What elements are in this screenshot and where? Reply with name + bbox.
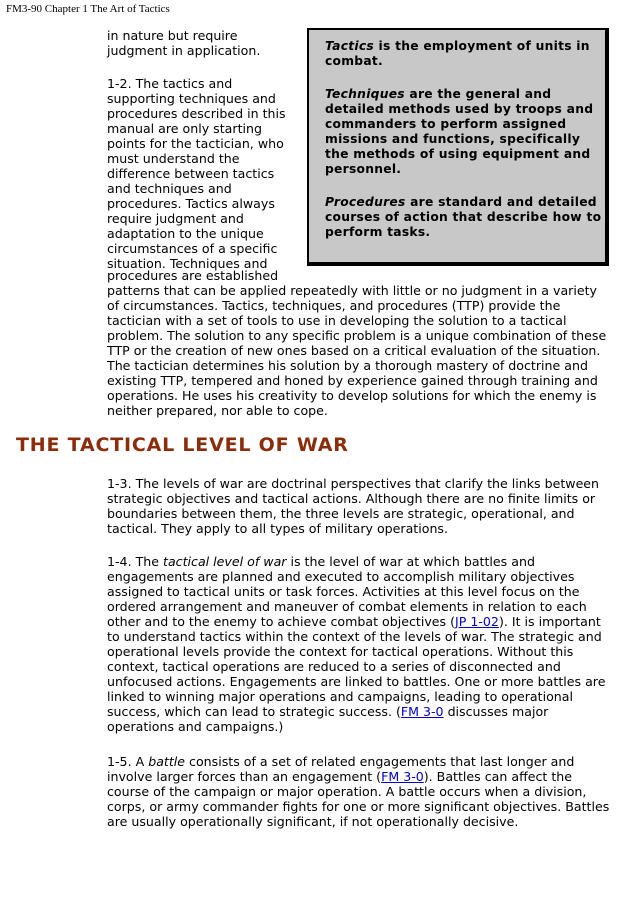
text-line: 1-3. The levels of war are doctrinal perspectives that clarify the links between (107, 476, 600, 491)
text-line: must understand the (107, 151, 240, 166)
text-line: situation. Techniques and (107, 256, 268, 271)
jp-1-02-link[interactable]: JP 1-02 (455, 614, 499, 629)
text-line: procedures are established (107, 268, 279, 283)
term-tactical-level-of-war: tactical level of war (163, 554, 287, 569)
text-line: The tactician determines his solution by a thorough mastery of doctrine and (107, 358, 588, 373)
text-line: adaptation to the unique (107, 226, 264, 241)
text-line: boundaries between them, the three levels are strategic, operational, and (107, 506, 575, 521)
text-line: supporting techniques and (107, 91, 276, 106)
text-line: of circumstances. Tactics, techniques, and procedures (TTP) provide the (107, 298, 561, 313)
text-line: neither prepared, nor able to cope. (107, 403, 328, 418)
tactics-term: Tactics (325, 39, 374, 53)
text-line: 1-5. A battle consists of a set of related engagements that last longer and (107, 754, 575, 769)
intro-line: judgment in application. (107, 43, 261, 58)
box-line: personnel. (325, 162, 402, 176)
text-line: problem. The solution to any specific problem is a unique combination of these (107, 328, 607, 343)
text-line: operations and campaigns.) (107, 719, 284, 734)
text-line: require judgment and (107, 211, 244, 226)
box-line: courses of action that describe how to (325, 210, 602, 224)
text-line: corps, or army commander fights for one or more significant objectives. Battles (107, 799, 610, 814)
techniques-term: Techniques (325, 87, 405, 101)
text-line: are usually operationally significant, if not operationally decisive. (107, 814, 519, 829)
procedures-term: Procedures (325, 195, 406, 209)
text-line: to understand tactics within the context of the levels of war. The strategic and (107, 629, 602, 644)
text-line: patterns that can be applied repeatedly with little or no judgment in a variety (107, 283, 597, 298)
box-line: commanders to perform assigned (325, 117, 567, 131)
intro-line: in nature but require (107, 28, 238, 43)
text-line: operations. He uses his creativity to develop solutions for which the enemy is (107, 388, 597, 403)
text-line: tactical. They apply to all types of military operations. (107, 521, 448, 536)
box-line: detailed methods used by troops and (325, 102, 594, 116)
text-line: circumstances of a specific (107, 241, 278, 256)
text-line: procedures described in this (107, 106, 286, 121)
text-line: 1-4. The tactical level of war is the level of war at which battles and (107, 554, 535, 569)
techniques-definition: Techniques are the general and (325, 87, 552, 101)
procedures-definition: Procedures are standard and detailed (325, 195, 597, 209)
term-battle: battle (148, 754, 186, 769)
fm-3-0-link[interactable]: FM 3-0 (381, 769, 424, 784)
text-line: difference between tactics (107, 166, 275, 181)
text-line: course of the campaign or major operation. A battle occurs when a division, (107, 784, 587, 799)
tactics-definition: Tactics is the employment of units in (325, 39, 590, 53)
text-line: other and to the enemy to achieve combat objectives (JP 1-02). It is important (107, 614, 601, 629)
text-line: and techniques and (107, 181, 232, 196)
text-line: involve larger forces than an engagement (FM 3-0). Battles can affect the (107, 769, 573, 784)
text-line: unfocused actions. Engagements are linked to battles. One or more battles are (107, 674, 606, 689)
text-line: manual are only starting (107, 121, 262, 136)
text-line: assigned to tactical units or task forces. Activities at this level focus on the (107, 584, 580, 599)
fm-3-0-link[interactable]: FM 3-0 (400, 704, 444, 719)
text-line: TTP or the creation of new ones based on a critical evaluation of the situation. (107, 343, 601, 358)
box-line: missions and functions, specifically (325, 132, 581, 146)
section-heading: THE TACTICAL LEVEL OF WAR (16, 434, 349, 456)
text-line: 1-2. The tactics and (107, 76, 233, 91)
text-line: procedures. Tactics always (107, 196, 275, 211)
text-line: success, which can lead to strategic success. (FM 3-0 discusses major (107, 704, 549, 719)
box-line: the methods of using equipment and (325, 147, 591, 161)
text-line: engagements are planned and executed to accomplish military objectives (107, 569, 575, 584)
definitions-box (307, 28, 609, 266)
text-line: strategic objectives and tactical actions. Although there are no finite limits or (107, 491, 596, 506)
text-line: existing TTP, tempered and honed by experience gained through training and (107, 373, 598, 388)
page-header: FM3-90 Chapter 1 The Art of Tactics (6, 3, 170, 15)
text-line: points for the tactician, who (107, 136, 284, 151)
text-line: context, tactical operations are reduced to a series of disconnected and (107, 659, 561, 674)
text-line: operational levels provide the context for tactical operations. Without this (107, 644, 574, 659)
text-line: ordered arrangement and maneuver of combat elements in relation to each (107, 599, 587, 614)
text-line: tactician with a set of tools to use in developing the solution to a tactical (107, 313, 567, 328)
box-line: perform tasks. (325, 225, 431, 239)
box-line: combat. (325, 54, 383, 68)
text-line: linked to winning major operations and campaigns, leading to operational (107, 689, 573, 704)
